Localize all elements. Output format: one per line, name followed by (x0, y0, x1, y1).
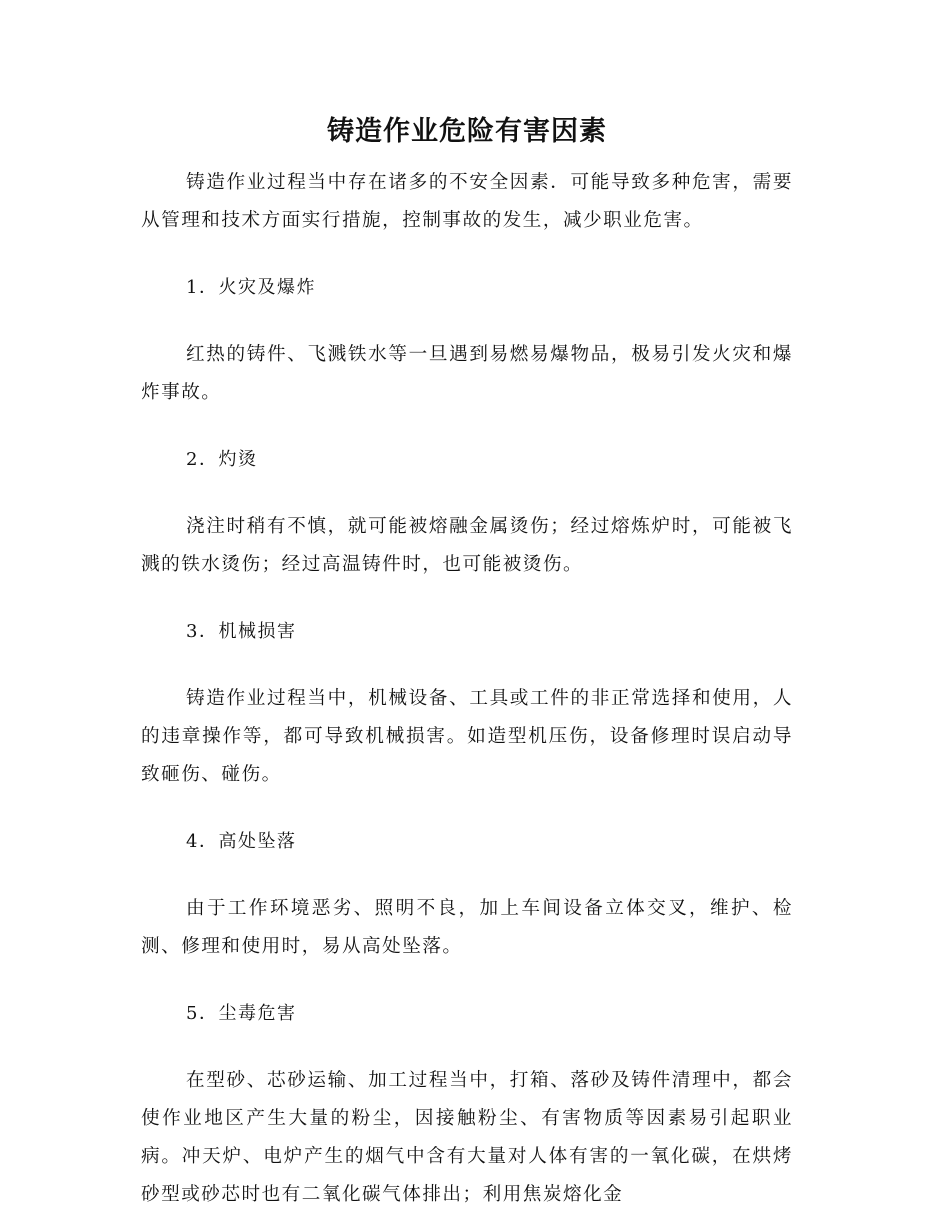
section-body-burns: 浇注时稍有不慎，就可能被熔融金属烫伤；经过熔炼炉时，可能被飞溅的铁水烫伤；经过高温铸件时，也可能被烫伤。 (141, 516, 793, 575)
section-heading-fire: 1．火灾及爆炸 (186, 277, 316, 298)
section-body-fire: 红热的铸件、飞溅铁水等一旦遇到易燃易爆物品，极易引发火灾和爆炸事故。 (141, 344, 793, 403)
section-heading-burns: 2．灼烫 (186, 449, 258, 470)
section-body-dust-toxins: 在型砂、芯砂运输、加工过程当中，打箱、落砂及铸件清理中，都会使作业地区产生大量的粉尘，因接触粉尘、有害物质等因素易引起职业病。冲天炉、电炉产生的烟气中含有大量对人体有害的一氧化碳，在烘烤砂型或砂芯时也有二氧化碳气体排出；利用焦炭熔化金 (141, 1070, 793, 1205)
section-heading-dust-toxins: 5．尘毒危害 (186, 1003, 297, 1024)
section-body-falls: 由于工作环境恶劣、照明不良，加上车间设备立体交叉，维护、检测、修理和使用时，易从高处坠落。 (141, 898, 793, 957)
section-heading-falls: 4．高处坠落 (186, 831, 297, 852)
section-heading-mechanical: 3．机械损害 (186, 621, 297, 642)
document-body (141, 108, 793, 1214)
section-body-mechanical: 铸造作业过程当中，机械设备、工具或工件的非正常选择和使用，人的违章操作等，都可导致机械损害。如造型机压伤，设备修理时误启动导致砸伤、碰伤。 (141, 688, 793, 785)
document-title: 铸造作业危险有害因素 (327, 116, 607, 147)
intro-paragraph: 铸造作业过程当中存在诸多的不安全因素．可能导致多种危害，需要从管理和技术方面实行措旎，控制事故的发生，减少职业危害。 (141, 172, 793, 231)
